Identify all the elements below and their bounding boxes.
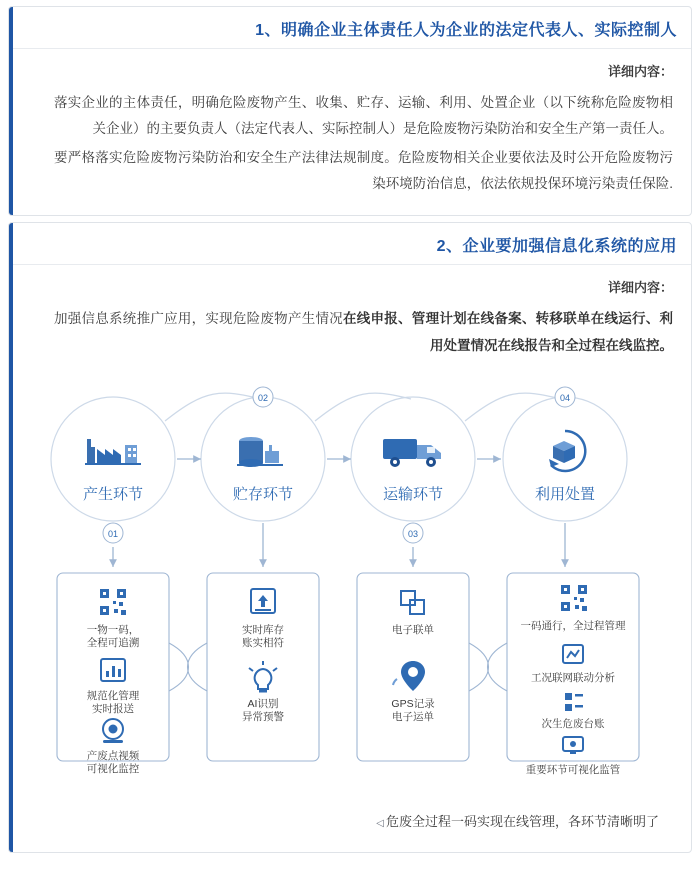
qrcode-icon xyxy=(561,585,587,611)
panel-4-item-4-line-1: 重要环节可视化监管 xyxy=(525,763,621,776)
stage-badge-2: 02 xyxy=(257,392,269,403)
triangle-icon: ◁ xyxy=(376,817,384,829)
eform-icon xyxy=(401,591,424,614)
report-icon xyxy=(101,659,125,681)
section-2-paragraph-bold: 在线申报、管理计划在线备案、转移联单在线运行、利用处置情况在线报告和全过程在线监控。 xyxy=(343,311,674,353)
section-header-1 xyxy=(9,7,691,49)
panel-1-item-2-line-1: 规范化管理 xyxy=(86,689,140,702)
truck-icon xyxy=(383,439,441,467)
section-2-paragraph xyxy=(27,306,673,359)
panel-2-item-1-line-2: 账实相符 xyxy=(242,636,284,649)
panel-2-item-2-line-1: AI识别 xyxy=(247,697,279,710)
gps-icon xyxy=(393,661,425,691)
stage-badge-3: 03 xyxy=(407,528,419,539)
qrcode-icon xyxy=(100,589,126,615)
section-2-paragraph-plain: 加强信息系统推广应用，实现危险废物产生情况 xyxy=(54,311,343,327)
panel-1-item-2-line-2: 实时报送 xyxy=(92,702,134,715)
monitor-icon xyxy=(563,737,583,754)
waste-flow-infographic xyxy=(27,381,673,830)
section-header-2 xyxy=(9,223,691,265)
section-body-1 xyxy=(9,49,691,215)
accent-bar xyxy=(9,223,13,852)
section-body-2 xyxy=(9,265,691,852)
panel-3-item-2-line-1: GPS记录 xyxy=(391,697,435,710)
panel-2-items xyxy=(242,589,284,723)
panel-3-items xyxy=(391,591,435,723)
stage-label-1: 产生环节 xyxy=(82,485,144,503)
flow-diagram xyxy=(45,381,655,801)
panel-1-item-3-line-2: 可视化监控 xyxy=(86,762,140,775)
panel-4-item-3-line-1: 次生危废台账 xyxy=(541,717,605,730)
panel-1-item-3-line-1: 产废点视频 xyxy=(86,749,140,762)
factory-icon xyxy=(85,439,141,465)
section-card-1 xyxy=(8,6,692,216)
panel-2-item-1-line-1: 实时库存 xyxy=(242,623,284,636)
stage-label-3: 运输环节 xyxy=(382,485,444,503)
panel-1-item-1-line-2: 全程可追溯 xyxy=(86,636,140,649)
panel-1-item-1-line-1: 一物一码， xyxy=(86,623,140,636)
section-title-2: 2、企业要加强信息化系统的应用 xyxy=(436,238,677,256)
stage-badges xyxy=(103,387,575,543)
ai-alert-icon xyxy=(249,661,277,693)
accent-bar xyxy=(9,7,13,215)
panel-3-item-2-line-2: 电子运单 xyxy=(392,710,434,723)
panel-4-items xyxy=(521,585,626,776)
panel-4-item-2-line-1: 工况联网联动分析 xyxy=(531,671,615,684)
detail-panels xyxy=(57,573,639,761)
recycle-box-icon xyxy=(549,431,585,471)
panel-1-items xyxy=(87,589,140,775)
section-title-1: 1、明确企业主体责任人为企业的法定代表人、实际控制人 xyxy=(255,22,677,39)
section-card-2 xyxy=(8,222,692,853)
warehouse-icon xyxy=(251,589,275,613)
detail-label-1: 详细内容： xyxy=(607,64,673,79)
infographic-caption-text: 危废全过程一码实现在线管理，各环节清晰明了 xyxy=(385,813,659,829)
stage-badge-4: 04 xyxy=(559,392,571,403)
detail-label-2: 详细内容： xyxy=(607,280,673,296)
down-arrows xyxy=(113,523,565,567)
chart-icon xyxy=(563,645,583,663)
stage-badge-1: 01 xyxy=(107,528,119,539)
camera-icon xyxy=(103,719,123,743)
panel-3-item-1-line-1: 电子联单 xyxy=(392,623,434,636)
infographic-caption xyxy=(37,811,663,830)
stage-label-2: 贮存环节 xyxy=(232,485,294,503)
stage-connectors xyxy=(165,393,561,459)
panel-4-item-1-line-1: 一码通行，全过程管理 xyxy=(520,619,626,632)
ledger-icon xyxy=(565,693,583,711)
stage-label-4: 利用处置 xyxy=(534,485,596,503)
panel-2-item-2-line-2: 异常预警 xyxy=(242,710,284,723)
storage-tank-icon xyxy=(237,437,283,467)
document-page xyxy=(0,6,700,892)
section-1-paragraph-1: 落实企业的主体责任，明确危险废物产生、收集、贮存、运输、利用、处置企业（以下统称危险废物相关企业）的主要负责人（法定代表人、实际控制人）是危险废物污染防治和安全生产第一责任人。 xyxy=(54,95,673,137)
section-1-paragraph-2: 要严格落实危险废物污染防治和安全生产法律法规制度。危险废物相关企业要依法及时公开危险废物污染环境防治信息，依法依规投保环境污染责任保险. xyxy=(54,149,673,191)
